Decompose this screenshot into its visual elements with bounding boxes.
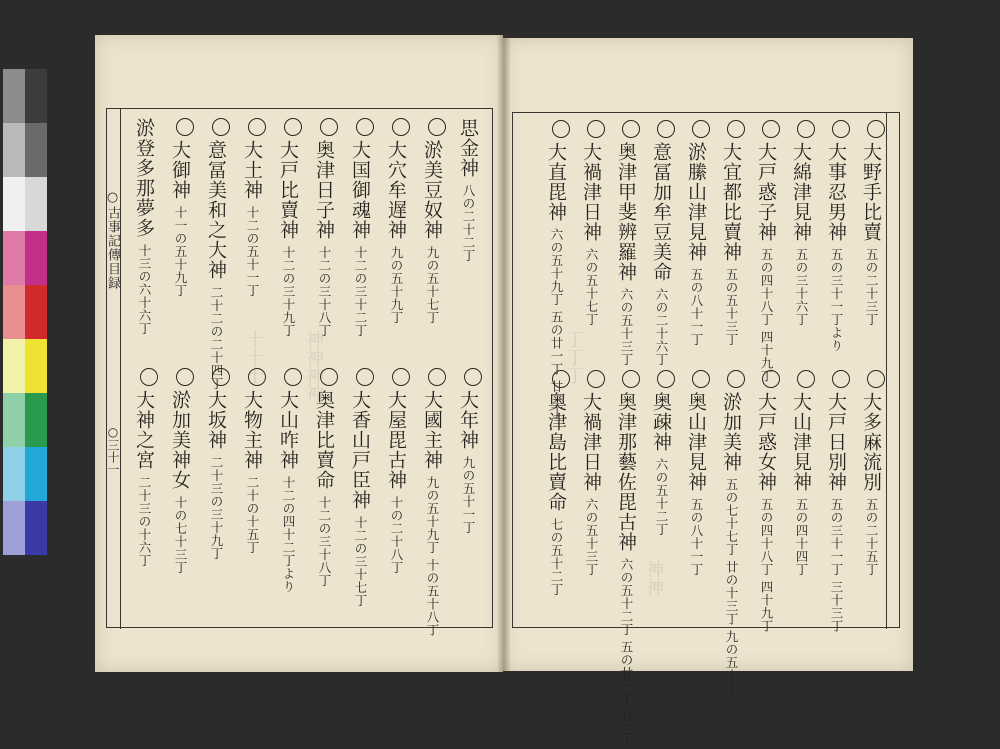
circle-mark-icon: [176, 118, 194, 136]
volume-page-reference: 六の五十三丁: [619, 288, 634, 366]
circle-mark-icon: [392, 118, 410, 136]
volume-page-reference: 十の七十三丁: [173, 496, 188, 574]
volume-page-reference: 十二の五十一丁: [245, 206, 260, 297]
deity-name: 大國主神: [421, 390, 443, 470]
circle-mark-icon: [176, 368, 194, 386]
deity-name: 大年神: [457, 390, 479, 450]
deity-entry: [275, 118, 302, 337]
circle-mark-icon: [284, 368, 302, 386]
circle-mark-icon: [464, 368, 482, 386]
volume-page-reference: 十二の三十八丁: [317, 246, 332, 337]
book-gutter: [497, 35, 511, 672]
deity-name: 大禍津日神: [580, 142, 602, 242]
volume-page-reference: 十二の四十二丁より: [281, 476, 296, 593]
deity-entry: [753, 370, 780, 632]
deity-name: 大野手比賣: [860, 142, 882, 242]
deity-entry: [753, 120, 780, 382]
volume-page-reference: 十の二十八丁: [389, 496, 404, 574]
deity-entry: [683, 370, 710, 576]
circle-mark-icon: [867, 120, 885, 138]
volume-page-reference: 五の八十一丁: [689, 268, 704, 346]
deity-entry: [648, 370, 675, 536]
circle-mark-icon: [248, 118, 266, 136]
deity-name: 大御神: [169, 140, 191, 200]
deity-entry: [239, 368, 266, 554]
deity-name: 大直毘神: [545, 142, 567, 222]
circle-mark-icon: [762, 370, 780, 388]
deity-name: 淤加美神: [720, 392, 742, 472]
deity-entry: [858, 370, 885, 576]
deity-name: 大綿津見神: [790, 142, 812, 242]
color-checker-strip: [3, 69, 48, 557]
volume-page-reference: 八の二十二丁: [461, 184, 476, 262]
folio-number: ○三十一: [106, 425, 120, 475]
volume-page-reference: 九の五十九丁: [389, 246, 404, 324]
volume-page-reference: 十三の六十六丁: [137, 244, 152, 335]
circle-mark-icon: [552, 120, 570, 138]
color-swatch: [3, 69, 25, 123]
circle-mark-icon: [832, 370, 850, 388]
deity-entry: [347, 118, 374, 337]
circle-mark-icon: [587, 370, 605, 388]
bleed-through-text: 丁丁丁: [563, 330, 584, 384]
deity-entry: [419, 118, 446, 324]
deity-name: 大山津見神: [790, 392, 812, 492]
circle-mark-icon: [212, 368, 230, 386]
deity-name: 大屋毘古神: [385, 390, 407, 490]
circle-mark-icon: [797, 370, 815, 388]
circle-mark-icon: [428, 368, 446, 386]
volume-page-reference: 十一の五十九丁: [173, 206, 188, 297]
deity-name: 大戸惑女神: [755, 392, 777, 492]
deity-entry: [383, 368, 410, 574]
color-swatch: [3, 123, 25, 177]
deity-name: 大坂神: [205, 390, 227, 450]
deity-name: 奥疎神: [650, 392, 672, 452]
deity-name: 大物主神: [241, 390, 263, 470]
deity-name: 奥津甲斐辨羅神: [615, 142, 637, 282]
right-margin-rule: [886, 112, 887, 629]
circle-mark-icon: [212, 118, 230, 136]
deity-name: 淤美豆奴神: [421, 140, 443, 240]
volume-page-reference: 五の三十一丁より: [829, 248, 844, 352]
color-swatch: [25, 123, 47, 177]
deity-entry: [311, 368, 338, 587]
deity-entry: [613, 120, 640, 366]
deity-name: 大多麻流別: [860, 392, 882, 492]
circle-mark-icon: [587, 120, 605, 138]
deity-entry: [858, 120, 885, 326]
deity-entry: [275, 368, 302, 593]
deity-entry: [383, 118, 410, 324]
color-swatch: [3, 339, 25, 393]
color-swatch: [25, 501, 47, 555]
volume-page-reference: 二十三の十六丁: [137, 476, 152, 567]
color-swatch: [3, 501, 25, 555]
deity-name: 意冨加牟豆美命: [650, 142, 672, 282]
circle-mark-icon: [356, 118, 374, 136]
deity-entry: [455, 368, 482, 534]
deity-name: 大土神: [241, 140, 263, 200]
circle-mark-icon: [552, 370, 570, 388]
volume-page-reference: 六の五十九丁 五の廿一丁 廿三丁: [549, 228, 564, 419]
deity-name: 大戸惑子神: [755, 142, 777, 242]
volume-page-reference: 五の四十八丁 四十九丁: [759, 498, 774, 633]
circle-mark-icon: [392, 368, 410, 386]
deity-entry: [167, 118, 194, 297]
volume-page-reference: 五の四十四丁: [794, 498, 809, 576]
deity-name: 大国御魂神: [349, 140, 371, 240]
circle-mark-icon: [140, 368, 158, 386]
book-title-margin: ○古事記傳目録: [105, 190, 120, 290]
deity-entry: [788, 120, 815, 326]
circle-mark-icon: [320, 118, 338, 136]
deity-name: 淤加美神女: [169, 390, 191, 490]
color-swatch: [3, 177, 25, 231]
deity-name: 大神之宮: [133, 390, 155, 470]
volume-page-reference: 五の三十一丁 三十三丁: [829, 498, 844, 633]
circle-mark-icon: [622, 370, 640, 388]
circle-mark-icon: [622, 120, 640, 138]
color-swatch: [25, 339, 47, 393]
deity-entry: [455, 118, 482, 262]
volume-page-reference: 六の五十七丁: [584, 248, 599, 326]
volume-page-reference: 五の四十八丁 四十九丁: [759, 248, 774, 383]
volume-page-reference: 二十二の二十四丁: [209, 286, 224, 390]
deity-name: 大戸比賣神: [277, 140, 299, 240]
color-swatch: [25, 69, 47, 123]
deity-entry: [578, 370, 605, 576]
volume-page-reference: 九の五十一丁: [461, 456, 476, 534]
color-swatch: [3, 231, 25, 285]
bleed-through-text: 十十十: [243, 330, 264, 384]
deity-entry: [788, 370, 815, 576]
volume-page-reference: 七の五十二丁: [549, 518, 564, 596]
volume-page-reference: 二十三の三十九丁: [209, 456, 224, 560]
deity-name: 大穴牟遅神: [385, 140, 407, 240]
deity-name: 奥津日子神: [313, 140, 335, 240]
color-swatch: [3, 447, 25, 501]
volume-page-reference: 十二の三十二丁: [353, 246, 368, 337]
deity-name: 奥津島比賣命: [545, 392, 567, 512]
circle-mark-icon: [692, 370, 710, 388]
deity-entry: [203, 368, 230, 560]
color-swatch: [25, 447, 47, 501]
color-swatch: [25, 393, 47, 447]
deity-entry: [203, 118, 230, 390]
volume-page-reference: 九の五十九丁 十の五十八丁: [425, 476, 440, 637]
circle-mark-icon: [867, 370, 885, 388]
circle-mark-icon: [284, 118, 302, 136]
left-margin-rule: [120, 108, 121, 629]
circle-mark-icon: [320, 368, 338, 386]
color-swatch: [25, 285, 47, 339]
volume-page-reference: 五の二十三丁: [864, 248, 879, 326]
deity-entry: [543, 370, 570, 596]
deity-entry: [239, 118, 266, 297]
volume-page-reference: 九の五十七丁: [425, 246, 440, 324]
deity-name: 大事忍男神: [825, 142, 847, 242]
deity-name: 淤登多那夢多: [133, 118, 155, 238]
deity-name: 大禍津日神: [580, 392, 602, 492]
bleed-through-text: 神神: [643, 560, 664, 596]
deity-name: 大山咋神: [277, 390, 299, 470]
circle-mark-icon: [832, 120, 850, 138]
volume-page-reference: 五の七十七丁 廿の十三丁 九の五十丁: [724, 478, 739, 695]
circle-mark-icon: [727, 370, 745, 388]
volume-page-reference: 五の三十六丁: [794, 248, 809, 326]
deity-entry: [613, 370, 640, 749]
deity-entry: [419, 368, 446, 636]
bleed-through-text: 神神神神: [303, 330, 324, 402]
deity-name: 奥津比賣命: [313, 390, 335, 490]
volume-page-reference: 五の二十五丁: [864, 498, 879, 576]
deity-name: 大宜都比賣神: [720, 142, 742, 262]
circle-mark-icon: [657, 370, 675, 388]
color-swatch: [25, 231, 47, 285]
deity-entry: [823, 370, 850, 632]
color-swatch: [3, 285, 25, 339]
deity-name: 思金神: [457, 118, 479, 178]
volume-page-reference: 二十の十五丁: [245, 476, 260, 554]
volume-page-reference: 六の二十六丁: [654, 288, 669, 366]
deity-name: 淤縢山津見神: [685, 142, 707, 262]
circle-mark-icon: [428, 118, 446, 136]
volume-page-reference: 六の五十二丁 五の廿一丁 廿三丁: [619, 558, 634, 749]
volume-page-reference: 十二の三十七丁: [353, 516, 368, 607]
deity-name: 意冨美和之大神: [205, 140, 227, 280]
deity-entry: [648, 120, 675, 366]
volume-page-reference: 十二の三十八丁: [317, 496, 332, 587]
volume-page-reference: 六の五十二丁: [654, 458, 669, 536]
deity-entry: [823, 120, 850, 352]
deity-entry: [131, 368, 158, 567]
deity-name: 奥津那藝佐毘古神: [615, 392, 637, 552]
circle-mark-icon: [692, 120, 710, 138]
circle-mark-icon: [797, 120, 815, 138]
circle-mark-icon: [727, 120, 745, 138]
deity-name: 大戸日別神: [825, 392, 847, 492]
deity-entry: [131, 118, 158, 335]
deity-entry: [718, 120, 745, 346]
volume-page-reference: 五の五十三丁: [724, 268, 739, 346]
circle-mark-icon: [248, 368, 266, 386]
color-swatch: [25, 177, 47, 231]
deity-entry: [683, 120, 710, 346]
volume-page-reference: 六の五十三丁: [584, 498, 599, 576]
deity-entry: [578, 120, 605, 326]
deity-entry: [718, 370, 745, 695]
deity-entry: [167, 368, 194, 574]
deity-name: 大香山戸臣神: [349, 390, 371, 510]
deity-entry: [347, 368, 374, 607]
volume-page-reference: 五の八十一丁: [689, 498, 704, 576]
deity-name: 奥山津見神: [685, 392, 707, 492]
circle-mark-icon: [657, 120, 675, 138]
volume-page-reference: 十二の三十九丁: [281, 246, 296, 337]
deity-entry: [311, 118, 338, 337]
circle-mark-icon: [762, 120, 780, 138]
circle-mark-icon: [356, 368, 374, 386]
color-swatch: [3, 393, 25, 447]
